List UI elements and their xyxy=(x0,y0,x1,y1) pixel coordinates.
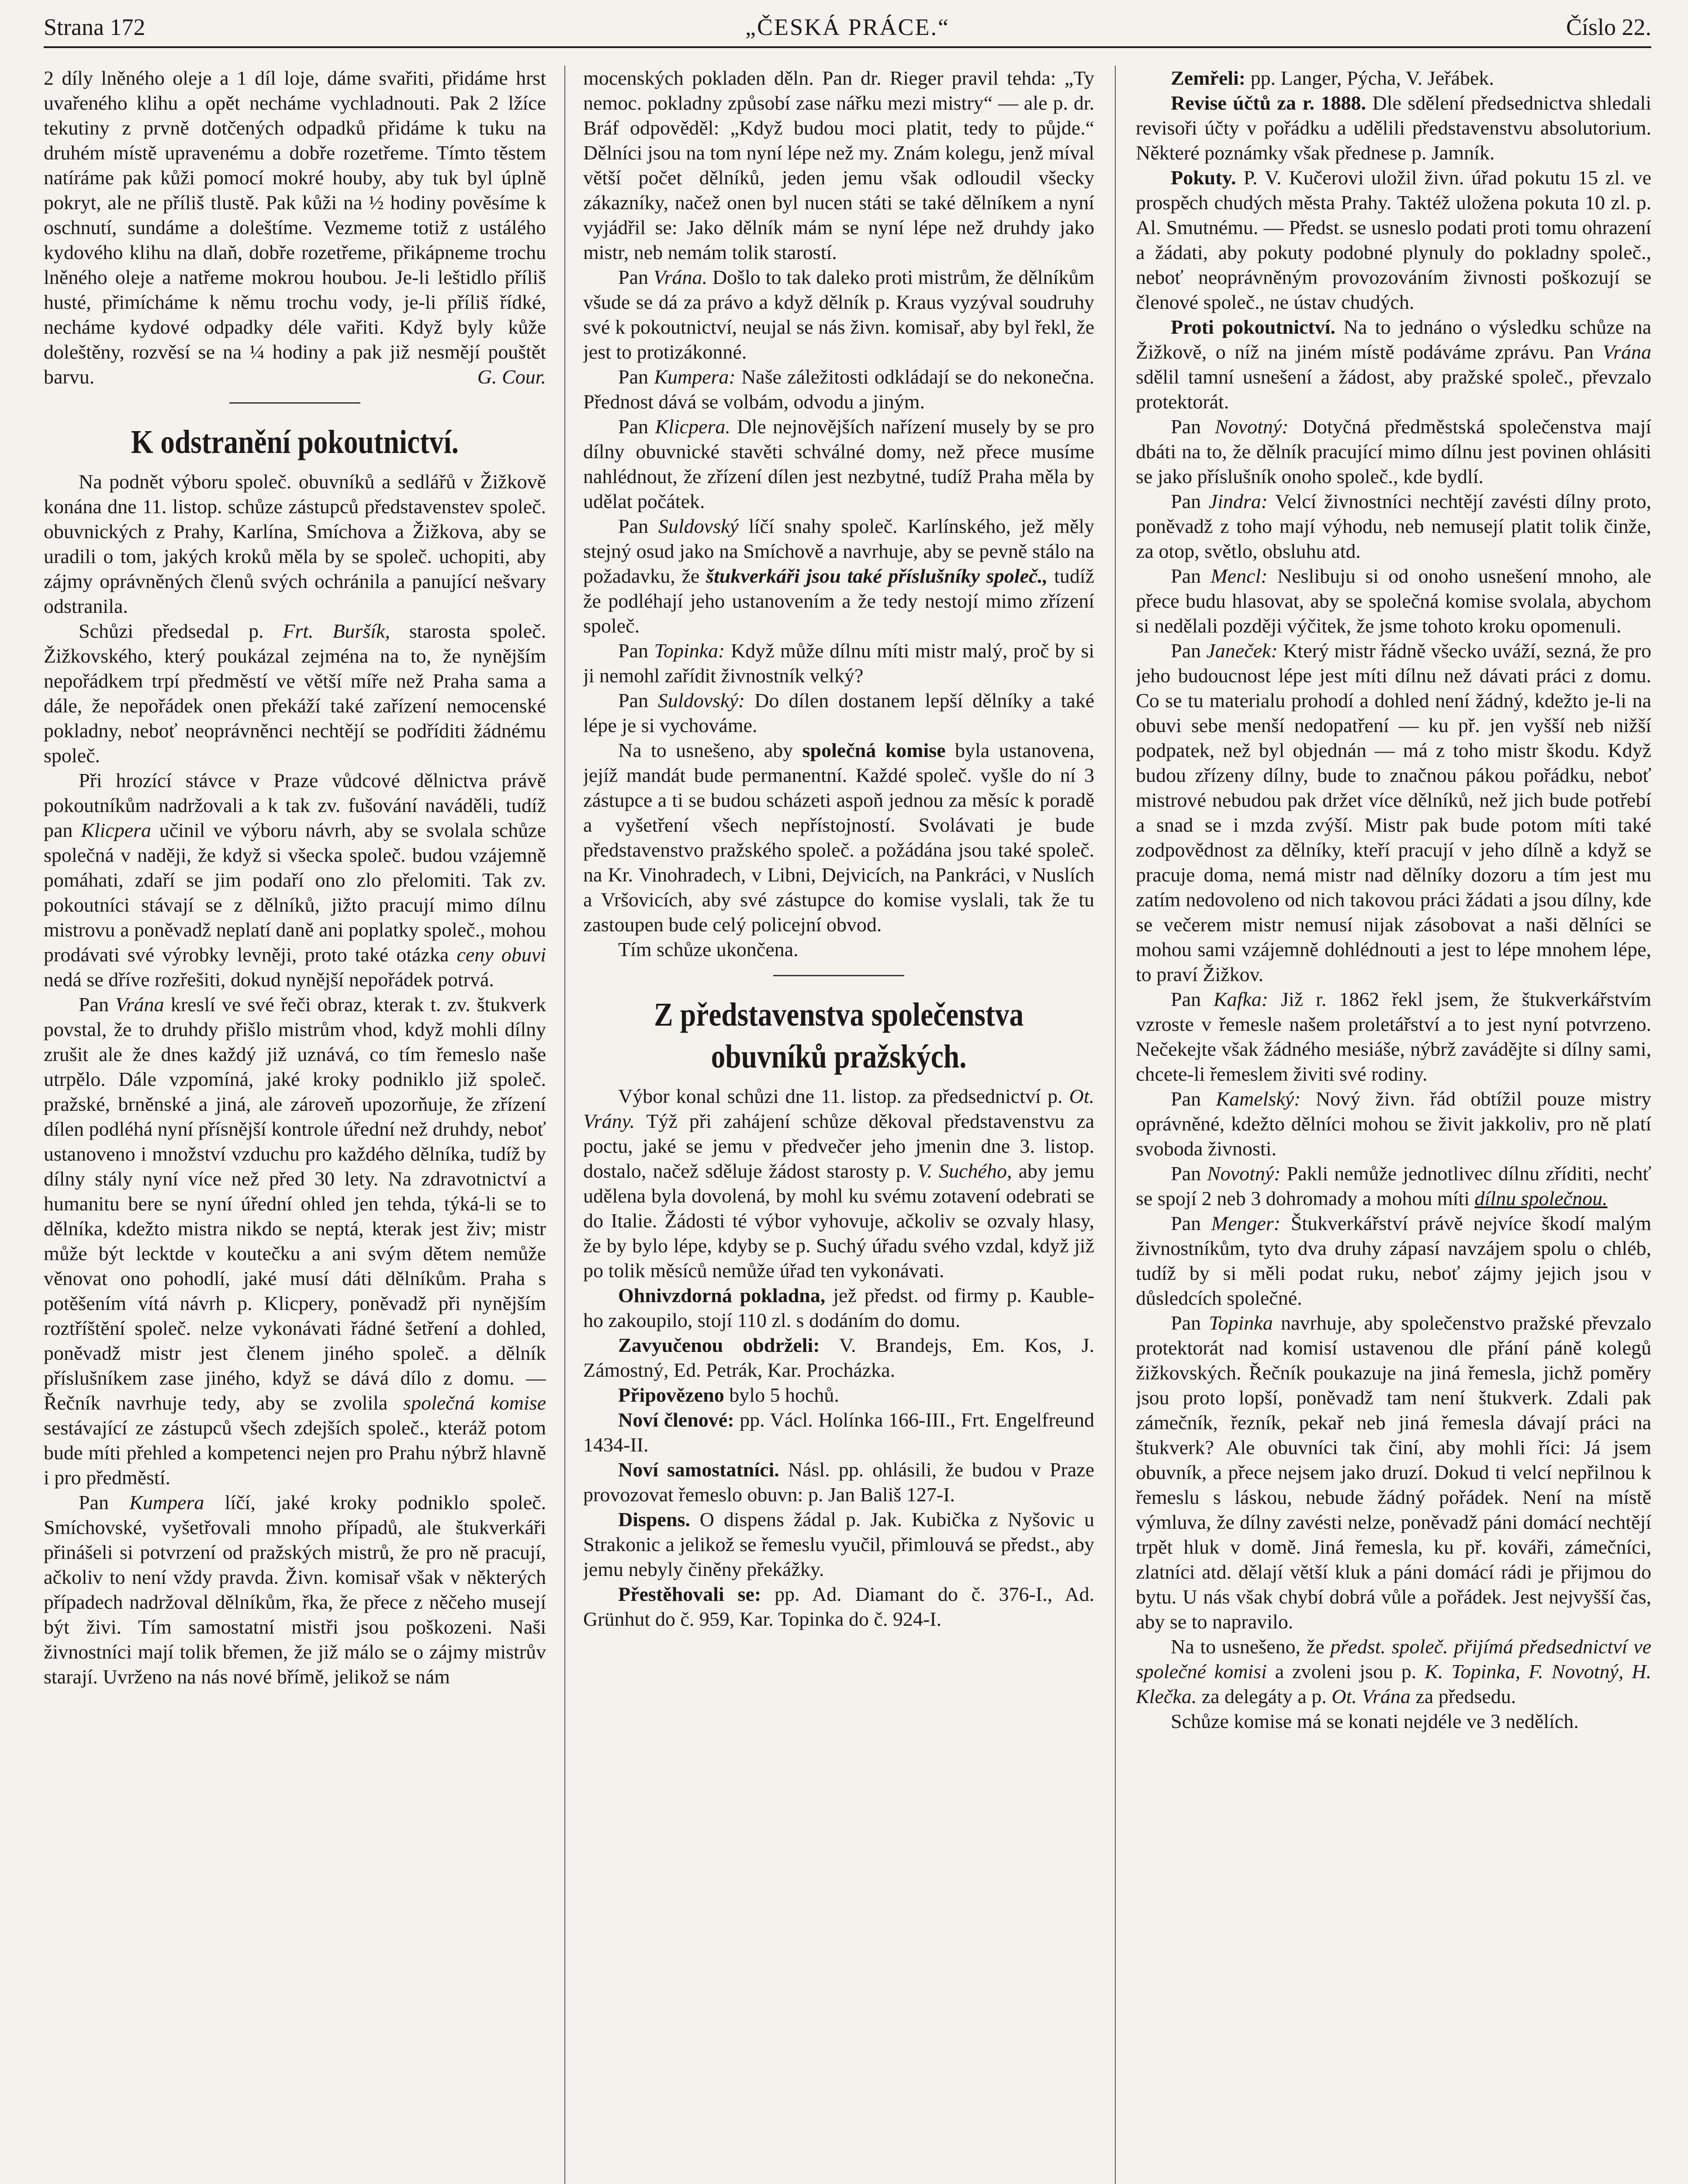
article-title: Z představenstva společenstva obuvníků pražských. xyxy=(654,996,1024,1075)
paragraph: Na to usnešeno, aby společná komise byla ustanovena, jejíž mandát bude permanentní. Každé společ. vyšle do ní 3 zástupce a ti se budou scházeti aspoň jednou za měsíc k poradě a vyšetření všech nepřístojností. Svolávati je bude představenstvo pražského společ. a požádána jsou také společ. na Kr. Vinohradech, v Libni, Dejvicích, na Pankráci, v Nuslích a Vršovicích, aby své zástupce do komise vyslali, tak že tu zastoupen bude celý policejní obvod. xyxy=(583,739,1094,936)
paragraph: Pan Kamelský: Nový živn. řád obtížil pouze mistry oprávněné, kdežto dělníci mohou se živit jakkoliv, pro ně platí svoboda živnosti. xyxy=(1136,1088,1651,1160)
paragraph: Dispens. O dispens žádal p. Jak. Kubička z Nyšovic u Strakonic a jelikož se řemeslu vyučil, přimlouvá se předst., aby jemu nebyly činěny překážky. xyxy=(583,1508,1094,1580)
paragraph: Pan Janeček: Který mistr řádně všecko uváží, sezná, že pro jeho budoucnost lépe jest míti dílnu než dávati práci z domu. Co se tu materialu prohodí a dohled není žádný, kdežto je-li na obuvi sebe menší nedopatření — ku př. jen vyšší neb nižší podpatek, než byl objednán — má z toho mistr škodu. Když budou zřízeny dílny, bude to značnou pákou pořádku, neboť mistrové nebudou pak držet více dělníků, než jich bude potřebí a snad se i mzda zvýší. Mistr pak bude potom míti také zodpovědnost za dělníky, kteří pracují v jeho dílně a když se pracuje doma, nemá mistr nad dělníky dozoru a tím jest mu zatím nedovoleno od nich takovou práci žádati a jsou dílny, kde se večerem mistr nemusí nijak zásobovat a naši dělníci se mohou sami vzájemně dohlédnouti a jest to lépe mnohem lépe, to praví Žižkov. xyxy=(1136,639,1651,985)
paragraph: Pan Kumpera líčí, jaké kroky podniklo společ. Smíchovské, vyšetřovali mnoho případů, ale štukverkáři přinášeli si potvrzení od pražských mistrů, že pro ně pracují, ačkoliv to není vždy pravda. Živn. komisař však v některých případech nadržoval dělníkům, řka, že přece z něčeho musejí být živi. Tím samostatní mistři jsou poškozeni. Naši živnostníci mají tolik břemen, že již málo se o zájmy mistrův starají. Uvrženo na nás nové břímě, jelikož se nám xyxy=(44,1491,546,1688)
paragraph: Při hrozící stávce v Praze vůdcové dělnictva právě pokoutníkům nadržovali a k tak zv. fušování naváděli, tudíž pan Klicpera učinil ve výboru návrh, aby se svolala schůze společná v naději, že když si všecka společ. budou vzájemně pomáhati, zdaří se jim podaří ono zlo přelomiti. Tak zv. pokoutníci stávají se z dělníků, jižto pracují mimo dílnu mistrovu a poněvadž neplatí daně ani poplatky společ., mohou prodávati své výrobky levněji, proto také otázka ceny obuvi nedá se dříve rozřešiti, dokud nynější nepořádek potrvá. xyxy=(44,769,546,991)
paragraph: Noví samostatníci. Násl. pp. ohlásili, že budou v Praze provozovat řemeslo obuvn: p. Jan Bališ 127-I. xyxy=(583,1458,1094,1506)
paragraph: Schůzi předsedal p. Frt. Buršík, starosta společ. Žižkovského, který poukázal zejména na to, že nynějším nepořádkem trpí předměstí ve větší míře než Praha sama a dále, že nepořádek onen překáží také zařízení nemocenské pokladny, neboť neoprávněnci nechtějí se podříditi žádnému společ. xyxy=(44,620,546,767)
paragraph: Pan Suldovský: Do dílen dostanem lepší dělníky a také lépe je si vychováme. xyxy=(583,689,1094,736)
paragraph: Pan Topinka navrhuje, aby společenstvo pražské převzalo protektorát nad komisí ustavenou dle přání páně kolegů žižkovských. Řečník poukazuje na jiná řemesla, jichž poměry jsou proto lopší, poněvadž tam není štukverk. Zdali pak zámečník, řezník, pekař neb jiná řemesla dávají práci na štukverk? Ale obuvníci tak činí, aby mohli říci: Já jsem obuvník, a přece nejsem jako druzí. Dokud ti velcí nepřilnou k řemeslu s láskou, nebude žádný pořádek. Není na místě výmluva, že dílny zavésti nelze, poněvadž páni domácí nechtějí trpět hluk v domě. Jiná řemesla, ku př. kováři, zámečníci, zlatníci atd. dělají větší kluk a páni domácí rádi je přijmou do bytu. U nás však chybí dobrá vůle a pořádek. Jest nejvyšší čas, aby se to napravilo. xyxy=(1136,1312,1651,1633)
paragraph: Zemřeli: pp. Langer, Pýcha, V. Jeřábek. xyxy=(1171,67,1494,89)
section-divider xyxy=(229,402,360,404)
paragraph: Výbor konal schůzi dne 11. listop. za předsednictví p. Ot. Vrány. Týž při zahájení schůze děkoval představenstvu za poctu, jaké se jemu v předvečer jeho jmenin dne 3. listop. dostalo, načež sděluje žádost starosty p. V. Suchého, aby jemu udělena byla dovolená, by mohl ku svému zotavení odebrati se do Italie. Žádosti té výbor vyhovuje, ačkoliv se ozvaly hlasy, že by bylo lépe, kdyby se p. Suchý úřadu svého vzdal, když již po tolik měsíců nemůže úřad ten vykonávati. xyxy=(583,1085,1094,1282)
column-1 xyxy=(44,66,546,2184)
paragraph: Proti pokoutnictví. Na to jednáno o výsledku schůze na Žižkově, o níž na jiném místě podáváme zprávu. Pan Vrána sdělil tamní usnešení a žádost, aby pražské společ., převzalo protektorát. xyxy=(1136,316,1651,413)
column-divider xyxy=(1115,66,1116,2184)
paragraph: Na podnět výboru společ. obuvníků a sedlářů v Žižkově konána dne 11. listop. schůze zástupců představenstev společ. obuvnických z Prahy, Karlína, Smíchova a Žižkova, aby se uradili o tom, jakých kroků měla by se společ. uchopiti, aby zájmy oprávněných členů svých ochránila a panující nešvary odstranila. xyxy=(44,470,546,617)
column-2 xyxy=(583,66,1094,2184)
paragraph: Pan Kumpera: Naše záležitosti odkládají se do nekonečna. Přednost dává se volbám, odvodu a jiným. xyxy=(583,366,1094,413)
paragraph: Pan Vrána. Došlo to tak daleko proti mistrům, že dělníkům všude se dá za právo a když dělník p. Kraus vyzýval soudruhy své k pokoutnictví, neujal se nás živn. komisař, aby byl řekl, že jest to protizákonné. xyxy=(583,266,1094,363)
paragraph: Pan Novotný: Dotyčná předměstská společenstva mají dbáti na to, že dělník pracující mimo dílnu jest povinen ohlásiti se jako příslušník onoho společ., kde bydlí. xyxy=(1136,415,1651,487)
paragraph: Pokuty. P. V. Kučerovi uložil živn. úřad pokutu 15 zl. ve prospěch chudých města Prahy. Taktéž uložena pokuta 10 zl. p. Al. Smutnému. — Předst. se usneslo podati proti tomu ohrazení a žádati, aby pokuty podobné plynuly do pokladny společ., neboť neoprávněným provozováním živnosti poškozují se členové společ., ne ústav chudých. xyxy=(1136,166,1651,313)
paragraph: Pan Menger: Štukverkářství právě nejvíce škodí malým živnostníkům, tyto dva druhy zápasí navzájem spolu o chléb, tudíž by si měli podat ruku, neboť zájmy jejich jsou v důsledcích společné. xyxy=(1136,1212,1651,1309)
paragraph: Pan Vrána kreslí ve své řeči obraz, kterak t. zv. štukverk povstal, že to druhdy přišlo mistrům vhod, když mohli dílny zrušit ale že dnes každý již uznává, co tím řemeslo naše utrpělo. Dále vzpomíná, jaké kroky podniklo již společ. pražské, brněnské a jiná, ale zároveň upozorňuje, že zřízení dílen podléhá nyní přísnější kontrole úřední než druhdy, neboť ustanoveno i množství vzduchu pro každého dělníka, tudíž by dílny stály nyní více než před 30 lety. Na zdravotnictví a humanitu bere se nyní úřední ohled jen tehda, týká-li se to dělníka, kdežto mistra nikdo se neptá, kterak jest živ; mistr může být lecktde v koutečku a ani svým dětem nemůže věnovat ono pohodlí, jaké musí dáti dělníkům. Praha s potěšením vítá návrh p. Klicpery, poněvadž při nynějším roztříštění společ. nelze vykonávati řádné šetření a dohled, poněvadž mistr jest členem jiného společ. a dělník příslušníkem zase jiného, když se dává dílo z domu. — Řečník navrhuje tedy, aby se zvolila společná komise sestávající ze zástupců všech zdejších společ., kteráž potom bude míti přehled a kompetenci nejen pro Prahu nýbrž hlavně i pro předměstí. xyxy=(44,993,546,1489)
issue-number: Číslo 22. xyxy=(1566,14,1651,40)
paragraph: Pan Mencl: Neslibuju si od onoho usnešení mnoho, ale přece budu hlasovat, aby se společná komise svolala, abychom si nedělali později výčitek, že jsme tohoto kroku opomenuli. xyxy=(1136,565,1651,637)
paragraph: Na to usnešeno, že předst. společ. přijímá předsednictví ve společné komisi a zvoleni jsou p. K. Topinka, F. Novotný, H. Klečka. za delegáty a p. Ot. Vrána za předsedu. xyxy=(1136,1635,1651,1707)
page-number: Strana 172 xyxy=(44,14,145,40)
paragraph: Pan Kafka: Již r. 1862 řekl jsem, že štukverkářstvím vzroste v řemesle našem proletářství a to jest nyní potvrzeno. Nečekejte však žádného mesiáše, nýbrž zavádějte si dílny sami, chcete-li řemeslem živiti své rodiny. xyxy=(1136,988,1651,1085)
page-header xyxy=(44,8,1651,48)
paragraph: Revise účtů za r. 1888. Dle sdělení předsednictva shledali revisoři účty v pořádku a udělili představenstvu absolutorium. Některé poznámky však přednese p. Jamník. xyxy=(1136,92,1651,164)
paragraph: 2 díly lněného oleje a 1 díl loje, dáme svařiti, přidáme hrst uvařeného klihu a opět necháme vychladnouti. Pak 2 lžíce tekutiny z prvně dotčených odpadků přidáme k tuku na druhém místě upravenému a dobře rozetřeme. Tímto těstem natíráme pak kůži pomocí mokré houby, aby tuk byl úplně pokryt, ale ne příliš tlustě. Pak kůži na ½ hodiny pověsíme k oschnutí, sundáme a doleštíme. Vezmeme totiž z ustálého kydového klihu na dlaň, dobře rozetřeme, přikápneme trochu lněného oleje a natřeme mokrou houbou. Je-li leštidlo příliš husté, přimícháme k němu trochu vody, je-li příliš řídké, necháme kydové odpadky déle vařiti. Když byly kůže doleštěny, rozvěsí se na ¼ hodiny a pak již nesmějí pouštět barvu. G. Cour. xyxy=(44,66,546,389)
column-divider xyxy=(564,66,565,2184)
author-signature: G. Cour. xyxy=(477,366,546,388)
paragraph: Zavyučenou obdrželi: V. Brandejs, Em. Kos, J. Zámostný, Ed. Petrák, Kar. Procházka. xyxy=(583,1334,1094,1381)
paragraph: Pan Topinka: Když může dílnu míti mistr malý, proč by si ji nemohl zařídit živnostník velký? xyxy=(583,639,1094,687)
paragraph: Tím schůze ukončena. xyxy=(618,938,799,961)
paragraph: Ohnivzdorná pokladna, jež předst. od firmy p. Kauble-ho zakoupilo, stojí 110 zl. s dodáním do domu. xyxy=(583,1284,1094,1331)
paragraph: Připovězeno bylo 5 hochů. xyxy=(618,1384,839,1406)
paragraph: Schůze komise má se konati nejdéle ve 3 nedělích. xyxy=(1171,1710,1579,1732)
paragraph: Pan Novotný: Pakli nemůže jednotlivec dílnu zříditi, nechť se spojí 2 neb 3 dohromady a mohou míti dílnu společnou. xyxy=(1136,1162,1651,1209)
column-3 xyxy=(1136,66,1651,2184)
paragraph: Přestěhovali se: pp. Ad. Diamant do č. 376-I., Ad. Grünhut do č. 959, Kar. Topinka do č. 924-I. xyxy=(583,1583,1094,1630)
paragraph: Pan Suldovský líčí snahy společ. Karlínského, jež měly stejný osud jako na Smíchově a navrhuje, aby se pevně stálo na požadavku, že štukverkáři jsou také příslušníky společ., tudíž že podléhají jeho ustanovením a že tedy nestojí mimo zřízení společ. xyxy=(583,515,1094,637)
paragraph: Pan Jindra: Velcí živnostníci nechtějí zavésti dílny proto, poněvadž z toho mají výhodu, neb nemusejí platit tolik činže, za otop, světlo, obsluhu atd. xyxy=(1136,490,1651,562)
article-title: K odstranění pokoutnictví. xyxy=(131,424,459,460)
paragraph: mocenských pokladen děln. Pan dr. Rieger pravil tehda: „Ty nemoc. pokladny způsobí zase nářku mezi mistry“ — ale p. dr. Bráf odpověděl: „Když budou moci platit, tedy to půjde.“ Dělníci jsou na tom nyní lépe než my. Znám kolegu, jenž míval větší počet dělníků, jeden jemu však odloudil všecky zákazníky, načež onen byl nucen státi se také dělníkem a nyní vyjádřil se: Jako dělník mám se nyní lépe než druhdy jako mistr, neb nemám tolik starostí. xyxy=(583,67,1094,263)
section-divider xyxy=(773,975,904,976)
paragraph: Pan Klicpera. Dle nejnovějších nařízení musely by se pro dílny obuvnické stavěti schválné domy, než přece musíme nahlédnout, že zřízení dílen jest nezbytné, tudíž Praha měla by udělat počátek. xyxy=(583,415,1094,512)
journal-title: „ČESKÁ PRÁCE.“ xyxy=(745,14,950,40)
paragraph: Noví členové: pp. Václ. Holínka 166-III., Frt. Engelfreund 1434-II. xyxy=(583,1409,1094,1456)
